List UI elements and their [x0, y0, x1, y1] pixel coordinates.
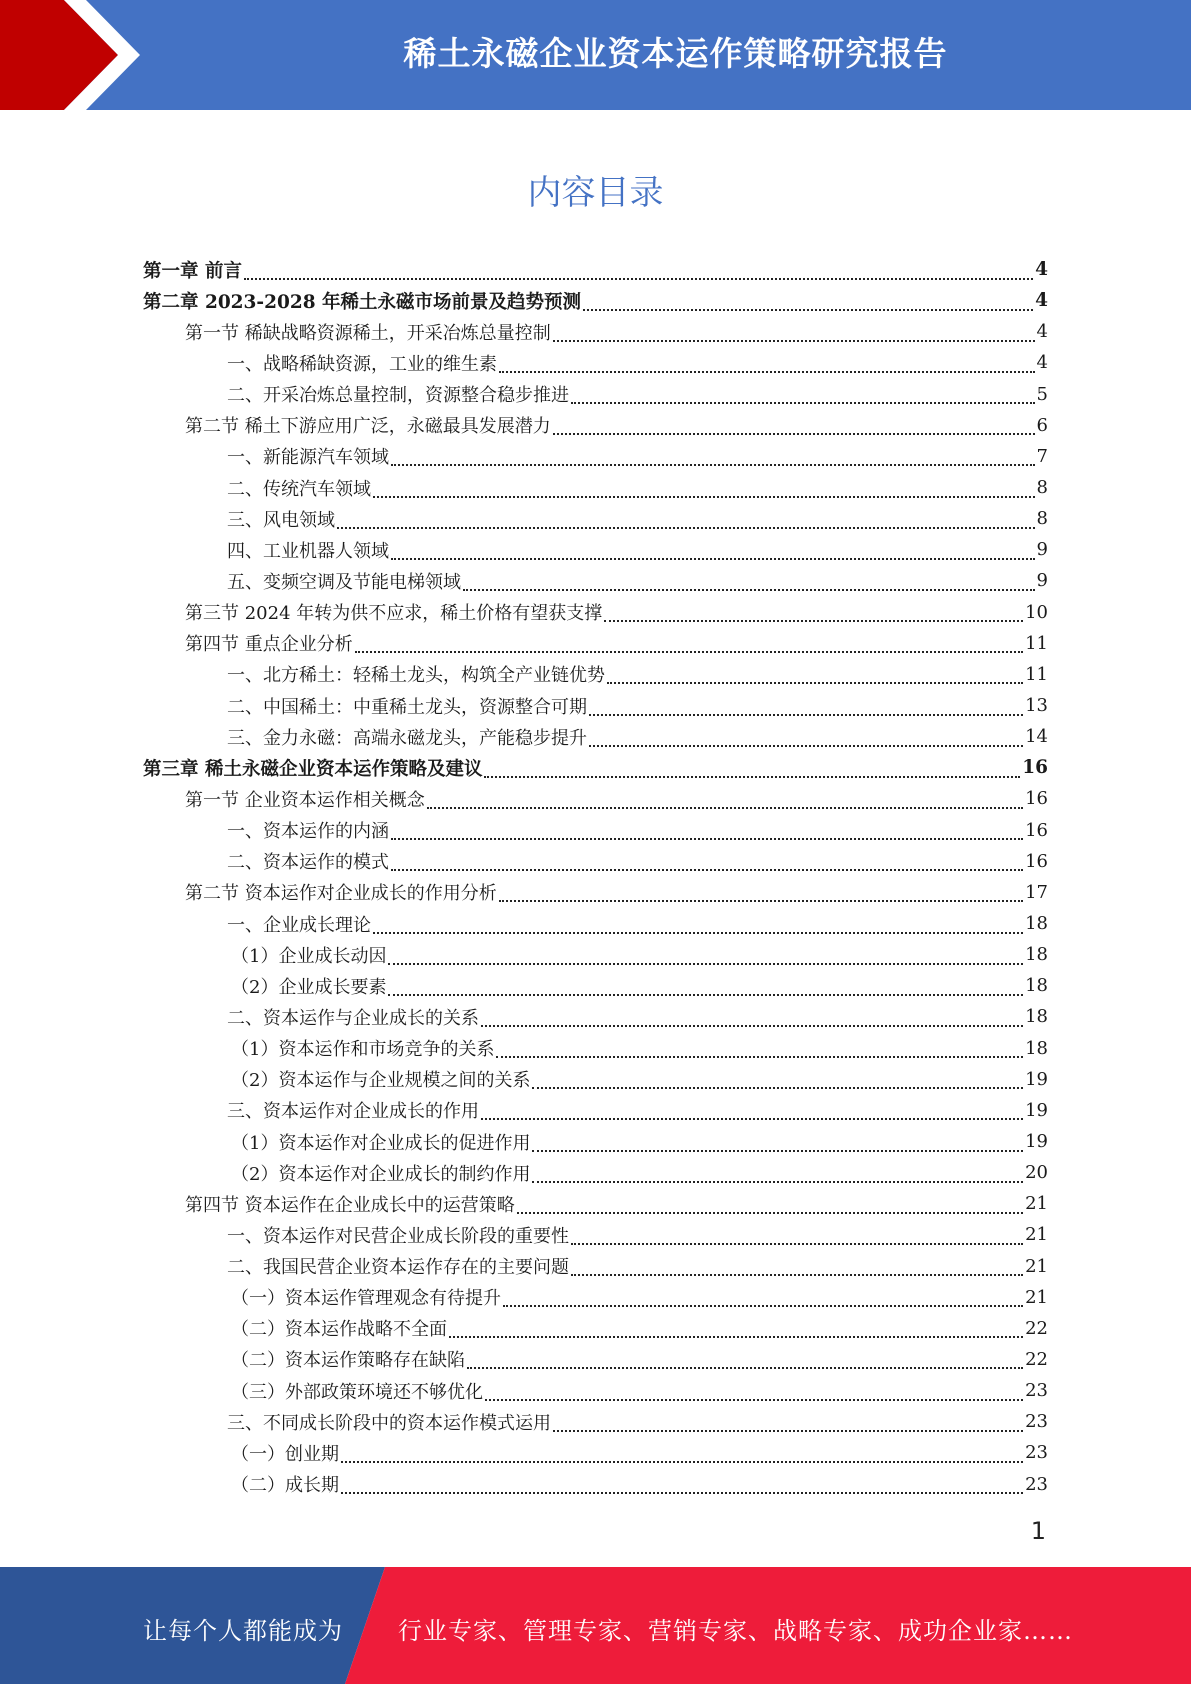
toc-entry-title: 三、不同成长阶段中的资本运作模式运用 — [227, 1412, 551, 1434]
toc-dot-leader — [388, 955, 1023, 965]
toc-entry-page: 22 — [1025, 1317, 1048, 1339]
toc-dot-leader — [571, 1235, 1023, 1245]
toc-entry-page: 18 — [1025, 944, 1048, 966]
toc-dot-leader — [391, 550, 1035, 560]
toc-dot-leader — [467, 1359, 1023, 1369]
toc-entry-page: 20 — [1025, 1162, 1048, 1184]
toc-entry-title: （1）企业成长动因 — [231, 945, 387, 967]
toc-entry-page: 11 — [1025, 632, 1048, 654]
toc-entry[interactable] — [143, 1251, 1048, 1282]
toc-entry-page: 21 — [1025, 1193, 1048, 1215]
toc-entry-page: 23 — [1025, 1442, 1048, 1464]
toc-entry-page: 5 — [1036, 383, 1048, 405]
toc-entry[interactable] — [143, 1313, 1048, 1344]
page-header — [0, 0, 1191, 110]
toc-entry-page: 18 — [1025, 913, 1048, 935]
toc-entry[interactable] — [143, 1406, 1048, 1437]
toc-entry[interactable] — [143, 939, 1048, 970]
toc-entry-page: 19 — [1025, 1099, 1048, 1121]
toc-entry-page: 16 — [1025, 850, 1048, 872]
toc-entry-page: 16 — [1025, 788, 1048, 810]
toc-dot-leader — [463, 581, 1035, 591]
toc-dot-leader — [391, 861, 1023, 871]
toc-entry-page: 10 — [1025, 601, 1048, 623]
toc-entry[interactable] — [143, 254, 1048, 285]
toc-entry-title: （二）资本运作战略不全面 — [231, 1319, 447, 1341]
toc-entry[interactable] — [143, 659, 1048, 690]
toc-dot-leader — [571, 394, 1035, 404]
toc-entry[interactable] — [143, 1468, 1048, 1499]
toc-entry-title: 一、企业成长理论 — [227, 914, 371, 936]
page-footer — [0, 1567, 1191, 1684]
toc-entry-title: （2）企业成长要素 — [231, 976, 387, 998]
toc-entry-page: 8 — [1036, 508, 1048, 530]
toc-entry-title: 第二节 资本运作对企业成长的作用分析 — [185, 883, 497, 905]
toc-entry-title: （三）外部政策环境还不够优化 — [231, 1381, 483, 1403]
toc-dot-leader — [449, 1328, 1023, 1338]
toc-entry-title: （2）资本运作与企业规模之间的关系 — [231, 1070, 531, 1092]
toc-entry[interactable] — [143, 1344, 1048, 1375]
toc-entry-page: 18 — [1025, 1006, 1048, 1028]
toc-entry-title: 一、战略稀缺资源，工业的维生素 — [227, 353, 497, 375]
toc-entry-title: 二、资本运作的模式 — [227, 852, 389, 874]
toc-dot-leader — [553, 332, 1035, 342]
toc-entry[interactable] — [143, 441, 1048, 472]
toc-entry-page: 9 — [1036, 539, 1048, 561]
toc-entry-title: 二、资本运作与企业成长的关系 — [227, 1007, 479, 1029]
toc-dot-leader — [532, 1173, 1023, 1183]
toc-entry-title: （1）资本运作对企业成长的促进作用 — [231, 1132, 531, 1154]
toc-entry-title: 第二章 2023-2028 年稀土永磁市场前景及趋势预测 — [143, 291, 582, 313]
toc-dot-leader — [496, 1048, 1023, 1058]
toc-entry-page: 16 — [1025, 819, 1048, 841]
footer-roles: 行业专家、管理专家、营销专家、战略专家、成功企业家…… — [398, 1617, 1073, 1645]
toc-entry[interactable] — [143, 815, 1048, 846]
toc-entry-page: 21 — [1025, 1224, 1048, 1246]
toc-entry-title: 二、开采冶炼总量控制，资源整合稳步推进 — [227, 385, 569, 407]
toc-entry-page: 21 — [1025, 1255, 1048, 1277]
toc-dot-leader — [484, 768, 1020, 778]
toc-dot-leader — [341, 1484, 1023, 1494]
toc-entry[interactable] — [143, 597, 1048, 628]
toc-entry-title: 一、新能源汽车领域 — [227, 447, 389, 469]
toc-dot-leader — [499, 363, 1035, 373]
toc-entry[interactable] — [143, 1033, 1048, 1064]
toc-entry-title: 四、工业机器人领域 — [227, 540, 389, 562]
toc-entry-title: 一、资本运作对民营企业成长阶段的重要性 — [227, 1225, 569, 1247]
toc-entry-title: （一）创业期 — [231, 1443, 339, 1465]
toc-entry-page: 19 — [1025, 1068, 1048, 1090]
toc-entry-page: 7 — [1036, 445, 1048, 467]
toc-dot-leader — [391, 830, 1023, 840]
toc-entry[interactable] — [143, 1375, 1048, 1406]
toc-entry-title: 二、中国稀土：中重稀土龙头，资源整合可期 — [227, 696, 587, 718]
toc-dot-leader — [481, 1110, 1023, 1120]
toc-entry-page: 23 — [1025, 1380, 1048, 1402]
toc-entry-page: 4 — [1036, 352, 1048, 374]
toc-entry-page: 17 — [1025, 881, 1048, 903]
toc-entry[interactable] — [143, 877, 1048, 908]
toc-entry[interactable] — [143, 970, 1048, 1001]
toc-entry-page: 13 — [1025, 695, 1048, 717]
page-number: 1 — [1030, 1517, 1046, 1545]
report-title: 稀土永磁企业资本运作策略研究报告 — [403, 34, 948, 73]
toc-entry[interactable] — [143, 1095, 1048, 1126]
toc-dot-leader — [373, 924, 1023, 934]
toc-entry[interactable] — [143, 908, 1048, 939]
toc-entry-page: 4 — [1036, 321, 1048, 343]
toc-entry-title: （二）成长期 — [231, 1475, 339, 1497]
toc-entry-title: 第四节 资本运作在企业成长中的运营策略 — [185, 1194, 515, 1216]
toc-entry[interactable] — [143, 1219, 1048, 1250]
toc-dot-leader — [244, 270, 1033, 280]
toc-dot-leader — [532, 1142, 1023, 1152]
toc-dot-leader — [589, 706, 1023, 716]
toc-entry-title: 二、传统汽车领域 — [227, 478, 371, 500]
toc-dot-leader — [337, 519, 1035, 529]
toc-dot-leader — [532, 1079, 1023, 1089]
toc-entry-page: 19 — [1025, 1131, 1048, 1152]
toc-entry[interactable] — [143, 379, 1048, 410]
toc-entry-title: 第二节 稀土下游应用广泛，永磁最具发展潜力 — [185, 416, 551, 438]
toc-dot-leader — [341, 1453, 1023, 1463]
toc-entry-page: 18 — [1025, 975, 1048, 997]
toc-entry-title: 第一节 稀缺战略资源稀土，开采冶炼总量控制 — [185, 322, 551, 344]
toc-entry[interactable] — [143, 503, 1048, 534]
toc-entry-title: 第一节 企业资本运作相关概念 — [185, 789, 425, 811]
toc-entry-page: 14 — [1025, 726, 1048, 748]
toc-entry-page: 8 — [1036, 477, 1048, 499]
toc-entry-title: （2）资本运作对企业成长的制约作用 — [231, 1163, 531, 1185]
toc-entry-title: 第三章 稀土永磁企业资本运作策略及建议 — [143, 758, 483, 780]
toc-entry-page: 23 — [1025, 1473, 1048, 1495]
toc-entry[interactable] — [143, 1126, 1048, 1157]
toc-entry-title: 二、我国民营企业资本运作存在的主要问题 — [227, 1257, 569, 1279]
toc-entry[interactable] — [143, 628, 1048, 659]
footer-slogan: 让每个人都能成为 — [143, 1617, 343, 1645]
toc-dot-leader — [607, 674, 1023, 684]
toc-entry[interactable] — [143, 1064, 1048, 1095]
toc-entry-title: 三、资本运作对企业成长的作用 — [227, 1101, 479, 1123]
toc-dot-leader — [485, 1391, 1023, 1401]
toc-dot-leader — [553, 1422, 1023, 1432]
toc-entry[interactable] — [143, 347, 1048, 378]
toc-entry[interactable] — [143, 752, 1048, 783]
toc-dot-leader — [355, 643, 1023, 653]
toc-entry-title: 一、北方稀土：轻稀土龙头，构筑全产业链优势 — [227, 665, 605, 687]
toc-entry[interactable] — [143, 565, 1048, 596]
toc-entry-page: 16 — [1022, 757, 1048, 779]
toc-entry[interactable] — [143, 472, 1048, 503]
toc-entry-title: 第三节 2024 年转为供不应求，稀土价格有望获支撑 — [185, 603, 603, 625]
toc-entry-title: （二）资本运作策略存在缺陷 — [231, 1350, 465, 1372]
toc-entry-page: 21 — [1025, 1286, 1048, 1308]
toc-entry[interactable] — [143, 534, 1048, 565]
toc-dot-leader — [571, 1266, 1023, 1276]
toc-entry-page: 9 — [1036, 570, 1048, 592]
toc-entry-page: 18 — [1025, 1037, 1048, 1059]
toc-entry[interactable] — [143, 410, 1048, 441]
toc-entry-page: 4 — [1035, 290, 1048, 312]
toc-dot-leader — [583, 301, 1033, 311]
toc-heading: 内容目录 — [527, 173, 664, 213]
toc-dot-leader — [517, 1204, 1023, 1214]
table-of-contents — [143, 254, 1048, 1500]
toc-dot-leader — [503, 1297, 1023, 1307]
toc-entry[interactable] — [143, 316, 1048, 347]
toc-entry[interactable] — [143, 1001, 1048, 1032]
toc-entry-title: （一）资本运作管理观念有待提升 — [231, 1288, 501, 1310]
toc-entry-title: 五、变频空调及节能电梯领域 — [227, 571, 461, 593]
toc-dot-leader — [373, 488, 1035, 498]
toc-entry[interactable] — [143, 846, 1048, 877]
toc-dot-leader — [427, 799, 1023, 809]
toc-entry[interactable] — [143, 721, 1048, 752]
toc-dot-leader — [604, 612, 1023, 622]
toc-entry-title: 一、资本运作的内涵 — [227, 821, 389, 843]
toc-dot-leader — [589, 737, 1023, 747]
toc-entry[interactable] — [143, 1157, 1048, 1188]
toc-dot-leader — [553, 425, 1035, 435]
toc-dot-leader — [388, 986, 1023, 996]
toc-dot-leader — [391, 456, 1035, 466]
toc-entry[interactable] — [143, 285, 1048, 316]
toc-entry-page: 22 — [1025, 1348, 1048, 1370]
toc-entry-title: 第四节 重点企业分析 — [185, 634, 353, 656]
toc-entry[interactable] — [143, 1188, 1048, 1219]
toc-entry-title: 第一章 前言 — [143, 260, 242, 282]
toc-entry[interactable] — [143, 690, 1048, 721]
toc-entry-title: 三、金力永磁：高端永磁龙头，产能稳步提升 — [227, 727, 587, 749]
toc-entry-page: 11 — [1025, 663, 1048, 685]
header-chevron-decoration — [0, 0, 160, 110]
toc-entry[interactable] — [143, 1282, 1048, 1313]
toc-entry[interactable] — [143, 1437, 1048, 1468]
toc-entry-page: 6 — [1036, 414, 1048, 436]
toc-entry-page: 23 — [1025, 1411, 1048, 1433]
toc-entry[interactable] — [143, 783, 1048, 814]
toc-dot-leader — [499, 892, 1023, 902]
toc-entry-page: 4 — [1035, 259, 1048, 281]
toc-dot-leader — [481, 1017, 1023, 1027]
toc-entry-title: （1）资本运作和市场竞争的关系 — [231, 1039, 495, 1061]
toc-entry-title: 三、风电领域 — [227, 509, 335, 531]
